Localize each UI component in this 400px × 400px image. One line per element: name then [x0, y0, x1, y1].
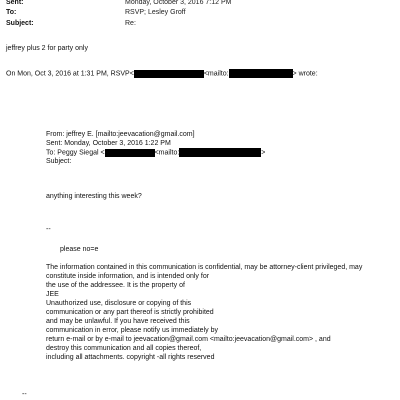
wrote-prefix: On Mon, Oct 3, 2016 at 1:31 PM, RSVP< — [6, 70, 134, 78]
sent-value: Monday, October 3, 2016 7:12 PM — [125, 0, 232, 6]
disclaimer-line: Unauthorized use, disclosure or copying of this — [46, 300, 192, 307]
sent-label: Sent: — [6, 0, 24, 6]
trailing-separator: -- — [22, 391, 27, 398]
disclaimer-line: communication or any part thereof is strictly prohibited — [46, 309, 214, 316]
quoted-sent: Sent: Monday, October 3, 2016 1:22 PM — [46, 140, 171, 147]
redaction-block — [179, 148, 261, 157]
subject-label: Subject: — [6, 20, 34, 27]
to-value: RSVP; Lesley Groff — [125, 9, 186, 16]
wrote-suffix: > wrote: — [292, 70, 318, 78]
disclaimer-line: return e-mail or by e-mail to jeevacation@gmail.com <mailto:jeevacation@gmail.com> , and — [46, 336, 331, 343]
quoted-to — [46, 148, 265, 157]
quoted-to-suffix: > — [261, 149, 266, 157]
redaction-block — [134, 70, 204, 78]
disclaimer-line: the use of the addressee. It is the property of — [46, 282, 185, 289]
reply-line: jeffrey plus 2 for party only — [6, 45, 88, 52]
disclaimer-line: communication in error, please notify us immediately by — [46, 327, 218, 334]
subject-value: Re: — [125, 20, 136, 27]
disclaimer-line: The information contained in this communication is confidential, may be attorney-client privileged, may — [46, 264, 363, 271]
disclaimer-line: and may be unlawful. If you have received this — [46, 318, 190, 325]
quoted-separator: -- — [46, 226, 51, 233]
to-label: To: — [6, 9, 17, 16]
wrote-line — [6, 69, 318, 78]
quoted-signature: please no=e — [60, 246, 99, 253]
disclaimer-line: including all attachments. copyright -all rights reserved — [46, 354, 215, 361]
disclaimer-line: constitute inside information, and is intended only for — [46, 273, 210, 280]
wrote-mailto: <mailto: — [203, 70, 229, 78]
quoted-to-prefix: To: Peggy Siegal < — [46, 149, 105, 157]
redaction-block — [105, 149, 155, 157]
quoted-from: From: jeffrey E. [mailto:jeevacation@gmail.com] — [46, 131, 195, 138]
quoted-subject: Subject: — [46, 158, 72, 165]
quoted-message: anything interesting this week? — [46, 193, 142, 200]
disclaimer-line: destroy this communication and all copies thereof, — [46, 345, 202, 352]
redaction-block — [229, 69, 293, 78]
disclaimer-line: JEE — [46, 291, 59, 298]
quoted-to-mailto: <mailto: — [154, 149, 180, 157]
